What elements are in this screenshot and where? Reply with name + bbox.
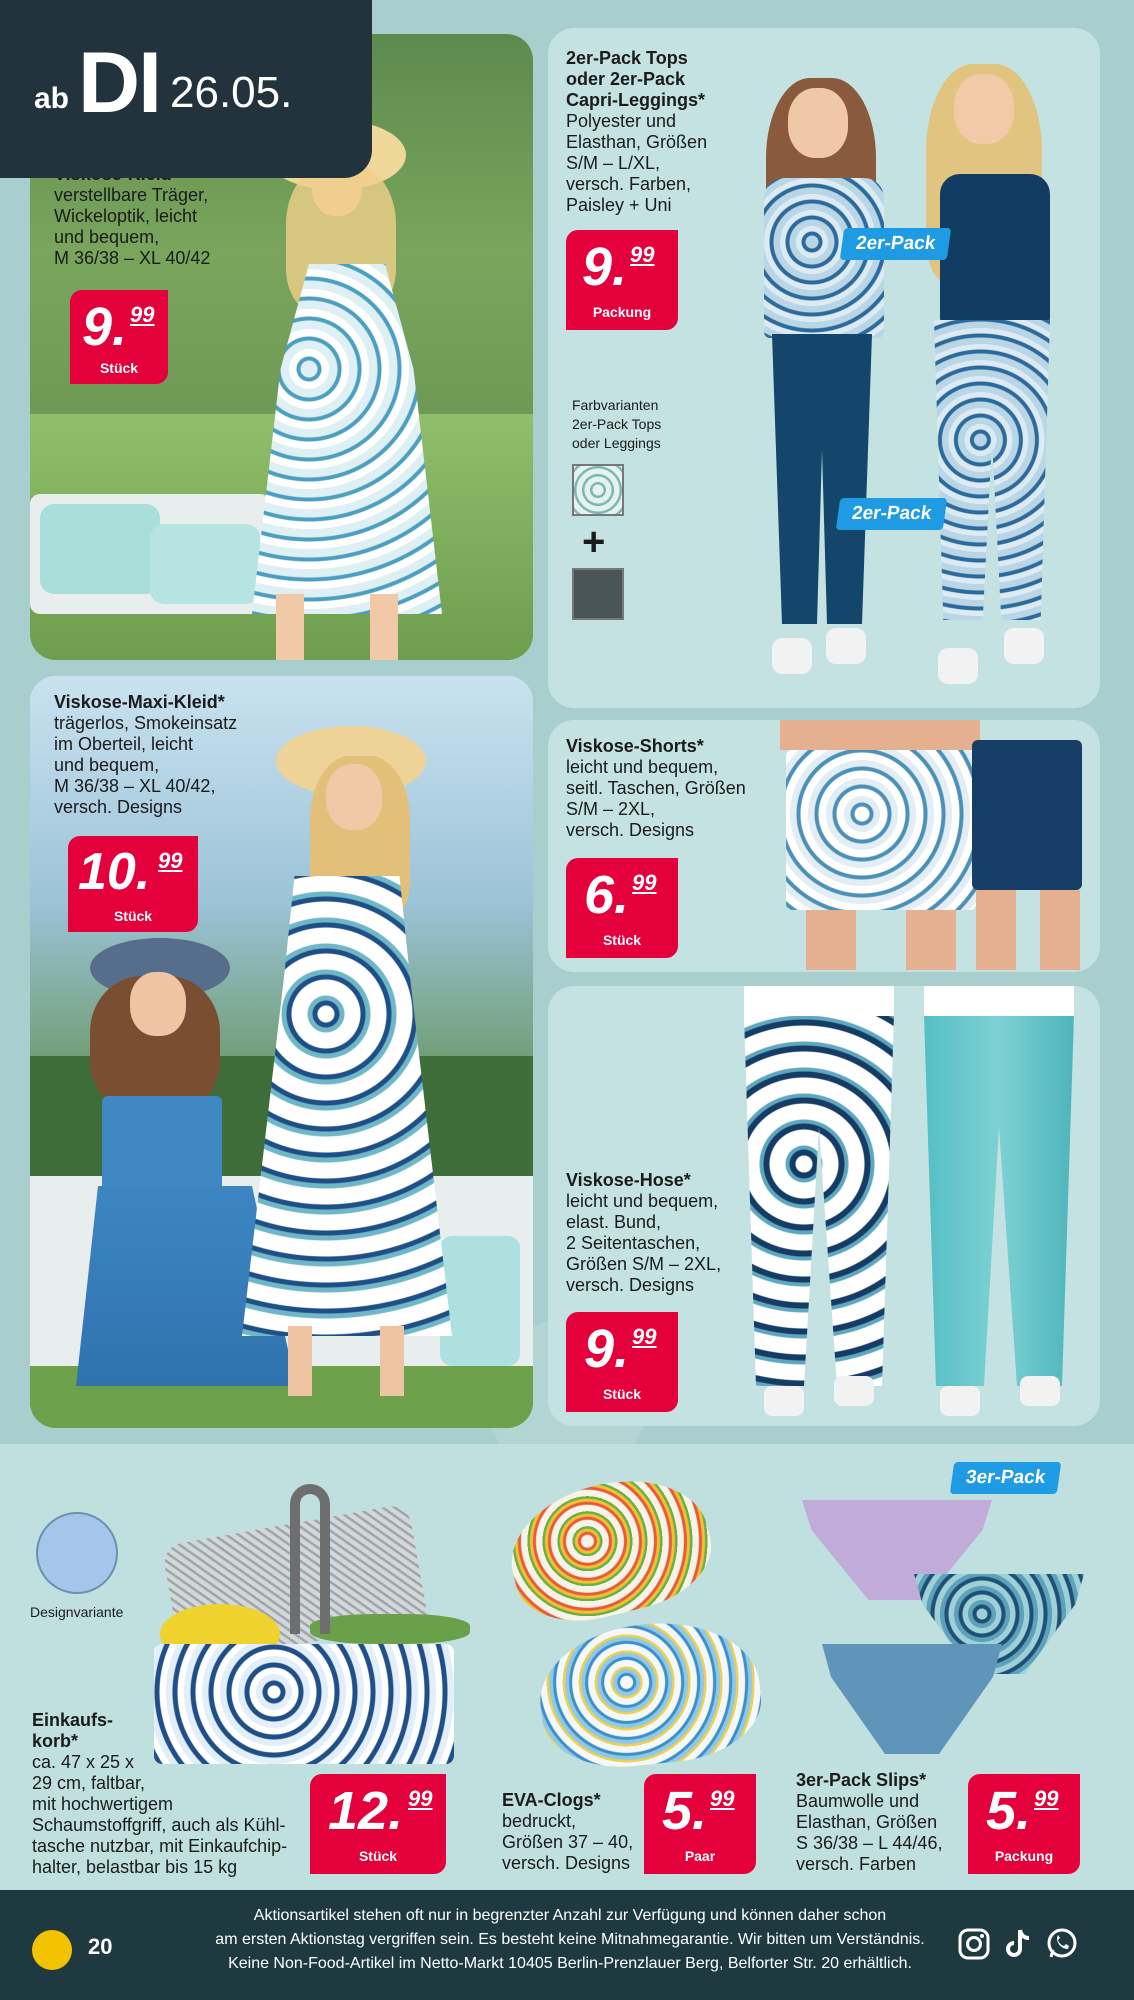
- price-integer: 12.: [328, 1781, 404, 1841]
- tops-line: Elasthan, Größen: [566, 132, 708, 152]
- pants-line: versch. Designs: [566, 1275, 695, 1295]
- price-unit: Stück: [602, 1386, 642, 1402]
- maxi-line: im Oberteil, leicht: [54, 734, 194, 754]
- bottom-panel: [0, 1444, 1134, 1890]
- price-unit: Packung: [994, 1848, 1054, 1864]
- price-integer: 6.: [584, 865, 630, 925]
- disclaimer-line: am ersten Aktionstag vergriffen sein. Es besteht keine Mitnahmegarantie. Wir bitten um Verständnis.: [215, 1931, 925, 1948]
- disclaimer-line: Keine Non-Food-Artikel im Netto-Markt 10405 Berlin-Prenzlauer Berg, Belforter Str. 20 erhältlich.: [228, 1955, 912, 1972]
- price-unit: Paar: [684, 1848, 716, 1864]
- variants-line: Farbvarianten: [572, 397, 659, 413]
- tops-line: versch. Farben,: [566, 174, 692, 194]
- price-decimal: 99: [632, 1324, 657, 1349]
- shorts-title: Viskose-Shorts*: [566, 736, 704, 756]
- price-integer: 5.: [662, 1781, 708, 1841]
- slips-line: Baumwolle und: [796, 1791, 920, 1811]
- pants-line: elast. Bund,: [566, 1212, 662, 1232]
- date-banner: [0, 0, 372, 178]
- pants-line: leicht und bequem,: [566, 1191, 719, 1211]
- price-decimal: 99: [632, 870, 657, 895]
- shorts-panel: [548, 720, 1100, 972]
- tiktok-icon[interactable]: [1000, 1926, 1036, 1962]
- price-decimal: 99: [710, 1786, 735, 1811]
- basket-price-tag: [310, 1774, 446, 1874]
- clogs-title: EVA-Clogs*: [502, 1790, 601, 1810]
- shorts-line: seitl. Taschen, Größen: [566, 778, 746, 798]
- maxi-line: und bequem,: [54, 755, 160, 775]
- clogs-photo: [500, 1474, 780, 1774]
- price-integer: 10.: [78, 843, 151, 901]
- disclaimer-line: Aktionsartikel stehen oft nur in begrenzter Anzahl zur Verfügung und können daher schon: [253, 1907, 887, 1924]
- price-unit: Stück: [358, 1848, 398, 1864]
- price-unit: Packung: [592, 304, 652, 320]
- variant-swatch-paisley: [572, 464, 624, 516]
- basket-description: [32, 1710, 332, 1878]
- tops-2er-pack-badge: 2er-Pack: [840, 228, 952, 260]
- variants-line: oder Leggings: [572, 435, 661, 451]
- maxi-title: Viskose-Maxi-Kleid*: [54, 692, 225, 712]
- pants-description: [566, 1170, 766, 1296]
- slips-line: versch. Farben: [796, 1854, 917, 1874]
- variant-swatch-gray: [572, 568, 624, 620]
- shorts-line: leicht und bequem,: [566, 757, 719, 777]
- basket-line: ca. 47 x 25 x: [32, 1752, 135, 1772]
- slips-photo: [790, 1474, 1090, 1764]
- shorts-line: versch. Designs: [566, 820, 695, 840]
- dress-price-tag: [70, 290, 168, 384]
- pants-line: Größen S/M – 2XL,: [566, 1254, 722, 1274]
- basket-title: Einkaufs-: [32, 1710, 114, 1730]
- maxi-line: trägerlos, Smokeinsatz: [54, 713, 238, 733]
- netto-logo-icon: [32, 1930, 72, 1970]
- tops-panel: [548, 28, 1100, 708]
- date-prefix: ab: [34, 82, 70, 115]
- tops-title: Capri-Leggings*: [566, 90, 706, 110]
- maxi-line: M 36/38 – XL 40/42,: [54, 776, 216, 796]
- dress-line: und bequem,: [54, 227, 160, 247]
- pants-line: 2 Seitentaschen,: [566, 1233, 701, 1253]
- shorts-description: [566, 736, 786, 841]
- basket-line: tasche nutzbar, mit Einkaufchip-: [32, 1836, 288, 1856]
- pants-photo: [744, 986, 1100, 1426]
- price-unit: Stück: [113, 908, 153, 924]
- price-integer: 9.: [584, 1319, 630, 1379]
- footer: [0, 1890, 1134, 2000]
- instagram-icon[interactable]: [956, 1926, 992, 1962]
- slips-price-tag: [968, 1774, 1080, 1874]
- shorts-photo: [776, 720, 1100, 972]
- tops-line: Paisley + Uni: [566, 195, 672, 215]
- tops-photo: [728, 38, 1100, 698]
- maxi-panel: [30, 676, 533, 1428]
- maxi-price-tag: [68, 836, 198, 932]
- tops-variants-label: [572, 396, 661, 453]
- tops-line: S/M – L/XL,: [566, 153, 661, 173]
- whatsapp-icon[interactable]: [1044, 1926, 1080, 1962]
- price-integer: 5.: [986, 1781, 1032, 1841]
- pants-panel: [548, 986, 1100, 1426]
- slips-title: 3er-Pack Slips*: [796, 1770, 927, 1790]
- tops-title: oder 2er-Pack: [566, 69, 686, 89]
- clogs-price-tag: [644, 1774, 756, 1874]
- clogs-line: bedruckt,: [502, 1811, 577, 1831]
- maxi-line: versch. Designs: [54, 797, 183, 817]
- basket-title: korb*: [32, 1731, 79, 1751]
- design-variant-swatch: [36, 1512, 118, 1594]
- price-unit: Stück: [99, 360, 139, 376]
- slips-line: S 36/38 – L 44/46,: [796, 1833, 943, 1853]
- tops-line: Polyester und: [566, 111, 677, 131]
- price-decimal: 99: [158, 848, 183, 873]
- date-value: 26.05.: [170, 68, 293, 117]
- slips-line: Elasthan, Größen: [796, 1812, 938, 1832]
- dress-line: Wickeloptik, leicht: [54, 206, 198, 226]
- maxi-description: [54, 692, 304, 818]
- design-variant-label: Designvariante: [30, 1604, 124, 1620]
- pants-title: Viskose-Hose*: [566, 1170, 691, 1190]
- variants-line: 2er-Pack Tops: [572, 416, 662, 432]
- price-decimal: 99: [630, 242, 655, 267]
- page-number: 20: [88, 1934, 113, 1959]
- leggings-2er-pack-badge: 2er-Pack: [836, 498, 948, 530]
- clogs-line: Größen 37 – 40,: [502, 1832, 634, 1852]
- shorts-line: S/M – 2XL,: [566, 799, 656, 819]
- plus-symbol: +: [582, 520, 606, 564]
- slips-3er-pack-badge: 3er-Pack: [950, 1462, 1062, 1494]
- disclaimer: [140, 1904, 1000, 1976]
- basket-line: halter, belastbar bis 15 kg: [32, 1857, 238, 1877]
- pants-price-tag: [566, 1312, 678, 1412]
- basket-line: Schaumstoffgriff, auch als Kühl-: [32, 1815, 286, 1835]
- price-integer: 9.: [82, 297, 128, 357]
- tops-price-tag: [566, 230, 678, 330]
- tops-title: 2er-Pack Tops: [566, 48, 688, 68]
- dress-description: [54, 164, 254, 269]
- price-decimal: 99: [408, 1786, 433, 1811]
- shorts-price-tag: [566, 858, 678, 958]
- dress-line: verstellbare Träger,: [54, 185, 209, 205]
- basket-line: mit hochwertigem: [32, 1794, 174, 1814]
- price-decimal: 99: [130, 302, 155, 327]
- clogs-line: versch. Designs: [502, 1853, 631, 1873]
- dress-line: M 36/38 – XL 40/42: [54, 248, 211, 268]
- price-decimal: 99: [1034, 1786, 1059, 1811]
- date-weekday: DI: [78, 35, 160, 131]
- basket-line: 29 cm, faltbar,: [32, 1773, 146, 1793]
- price-integer: 9.: [582, 237, 628, 297]
- price-unit: Stück: [602, 932, 642, 948]
- slips-description: [796, 1770, 996, 1875]
